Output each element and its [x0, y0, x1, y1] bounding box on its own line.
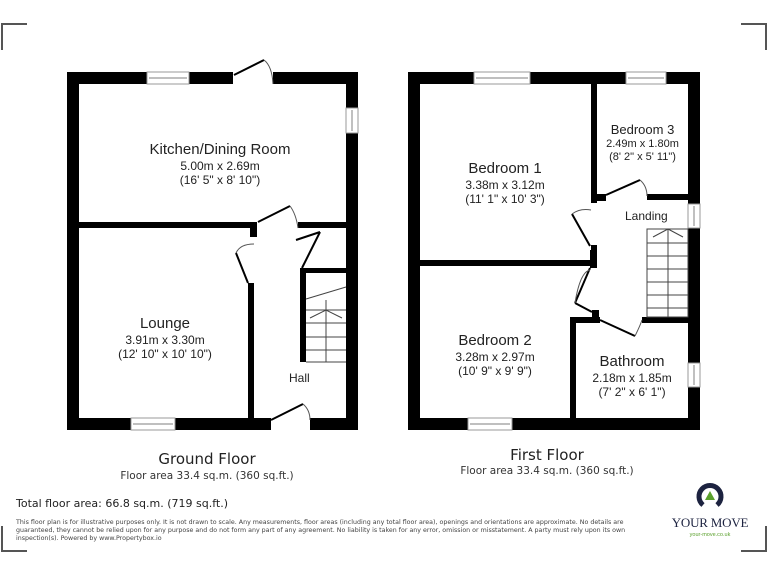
total-floor-area: Total floor area: 66.8 sq.m. (719 sq.ft.)	[16, 497, 229, 510]
room-dimensions-imperial: (16' 5" x 8' 10")	[179, 173, 261, 188]
room-dimensions-metric: 2.49m x 1.80m	[606, 137, 679, 150]
room-lounge	[80, 315, 250, 362]
your-move-logo	[660, 480, 760, 538]
room-name: Lounge	[139, 315, 191, 332]
logo-ring-icon	[695, 480, 725, 508]
staircase	[647, 229, 688, 317]
ground-floor-area: Floor area 33.4 sq.m. (360 sq.ft.)	[120, 470, 294, 482]
room-bathroom	[576, 353, 688, 400]
disclaimer: This floor plan is for illustrative purposes only. It is not drawn to scale. Any measurements, floor areas (including any total floor area), openings and orientations are approximate. No details are guaranteed, they cannot be relied upon for any purpose and do not form any part of any agreement. No liability is taken for any error, omission or misstatement. A party must rely upon its own inspection(s). Powered by www.Propertybox.io	[16, 519, 626, 542]
room-dimensions-imperial: (10' 9" x 9' 9")	[458, 364, 532, 379]
room-dimensions-imperial: (8' 2" x 5' 11")	[609, 150, 676, 163]
first-floor-area: Floor area 33.4 sq.m. (360 sq.ft.)	[460, 465, 634, 477]
room-name: Bedroom 3	[610, 122, 675, 137]
door	[575, 303, 592, 312]
room-name: Bedroom 2	[458, 332, 532, 349]
room-dimensions-metric: 2.18m x 1.85m	[592, 371, 672, 385]
logo-name: YOUR MOVE	[671, 515, 749, 530]
room-kitchen-dining	[100, 141, 340, 188]
room-hall: Hall	[289, 371, 310, 385]
door	[600, 320, 635, 336]
logo-url[interactable]: your-move.co.uk	[689, 532, 731, 538]
room-name: Kitchen/Dining Room	[149, 141, 291, 158]
ground-floor-title: Ground Floor	[158, 450, 256, 468]
room-dimensions-metric: 3.91m x 3.30m	[125, 333, 205, 347]
room-bedroom-2	[420, 332, 570, 379]
room-bedroom-1	[420, 160, 590, 207]
door	[572, 214, 590, 246]
room-name: Bedroom 1	[468, 160, 542, 177]
room-dimensions-metric: 3.28m x 2.97m	[455, 350, 535, 364]
first-floor-title: First Floor	[510, 446, 584, 464]
room-landing: Landing	[625, 209, 668, 223]
room-dimensions-metric: 3.38m x 3.12m	[465, 178, 545, 192]
room-bedroom-3	[597, 122, 688, 164]
room-name: Bathroom	[599, 353, 665, 370]
room-dimensions-imperial: (7' 2" x 6' 1")	[598, 385, 666, 400]
room-dimensions-imperial: (11' 1" x 10' 3")	[465, 192, 545, 207]
room-dimensions-imperial: (12' 10" x 10' 10")	[118, 347, 212, 362]
room-dimensions-metric: 5.00m x 2.69m	[180, 159, 260, 173]
door	[606, 180, 640, 195]
